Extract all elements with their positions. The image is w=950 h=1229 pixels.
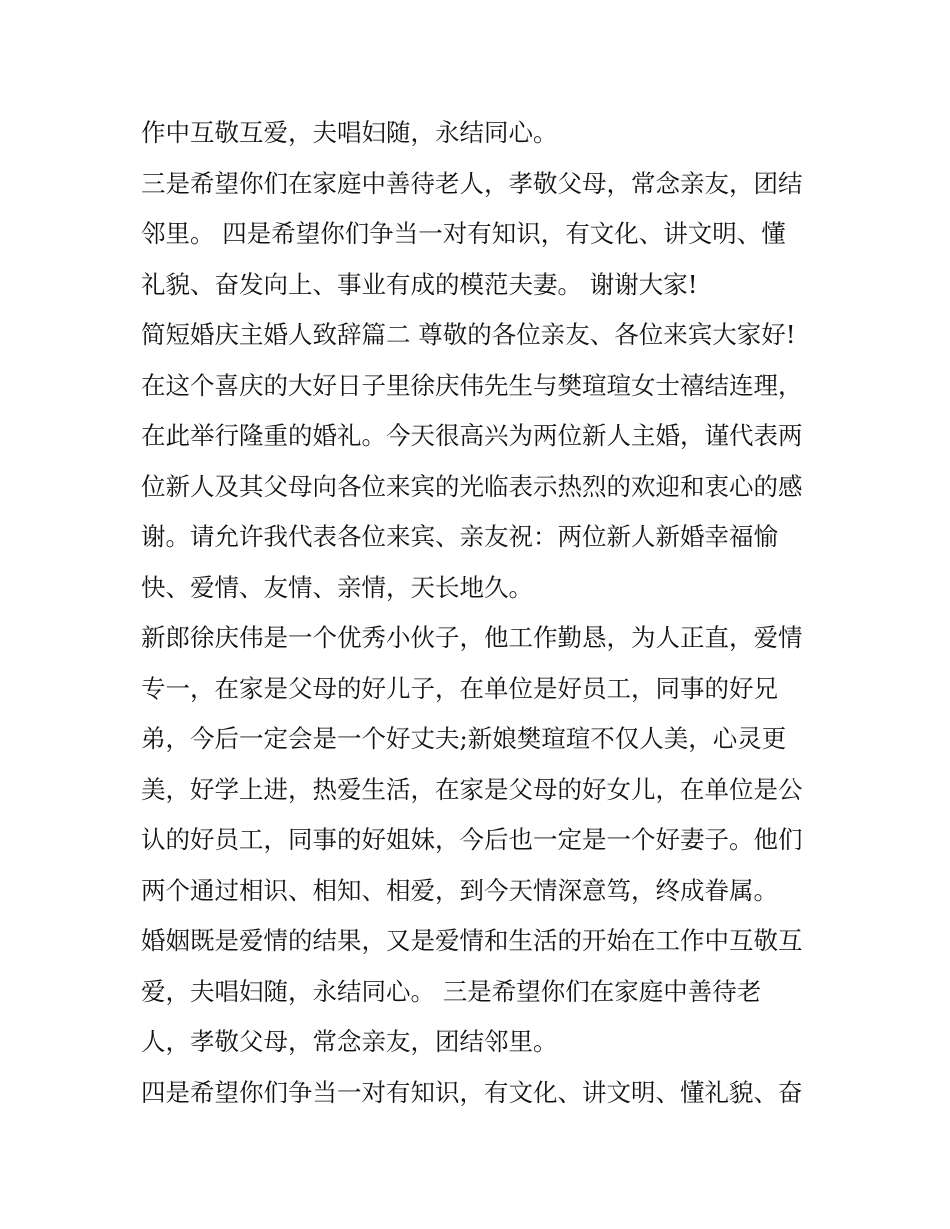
text-line-11: 新郎徐庆伟是一个优秀小伙子，他工作勤恳，为人正直，爱情 (141, 623, 803, 652)
text-line-7: 在此举行隆重的婚礼。今天很高兴为两位新人主婚，谨代表两 (141, 421, 803, 450)
text-line-10: 快、爱情、友情、亲情，天长地久。 (141, 572, 533, 602)
text-line-9: 谢。请允许我代表各位来宾、亲友祝：两位新人新婚幸福愉 (141, 522, 778, 551)
text-line-17: 婚姻既是爱情的结果，又是爱情和生活的开始在工作中互敬互 (141, 926, 803, 955)
text-line-15: 认的好员工，同事的好姐妹，今后也一定是一个好妻子。他们 (141, 825, 803, 854)
text-line-2: 三是希望你们在家庭中善待老人，孝敬父母，常念亲友，团结 (141, 168, 803, 198)
text-line-6: 在这个喜庆的大好日子里徐庆伟先生与樊瑄瑄女士禧结连理， (141, 370, 803, 400)
text-line-5: 简短婚庆主婚人致辞篇二 尊敬的各位亲友、各位来宾大家好! (141, 320, 796, 349)
text-line-8: 位新人及其父母向各位来宾的光临表示热烈的欢迎和衷心的感 (141, 471, 803, 501)
text-line-20: 四是希望你们争当一对有知识，有文化、讲文明、懂礼貌、奋 (141, 1077, 803, 1107)
text-line-1: 作中互敬互爱，夫唱妇随，永结同心。 (141, 118, 558, 147)
text-line-16: 两个通过相识、相知、相爱，到今天情深意笃，终成眷属。 (141, 875, 778, 905)
text-line-14: 美，好学上进，热爱生活，在家是父母的好女儿，在单位是公 (141, 774, 803, 804)
text-line-19: 人，孝敬父母，常念亲友，团结邻里。 (141, 1027, 558, 1056)
text-line-3: 邻里。 四是希望你们争当一对有知识，有文化、讲文明、懂 (141, 219, 786, 248)
text-line-4: 礼貌、奋发向上、事业有成的模范夫妻。 谢谢大家! (141, 269, 698, 299)
text-line-12: 专一，在家是父母的好儿子，在单位是好员工，同事的好兄 (141, 673, 778, 703)
text-line-13: 弟，今后一定会是一个好丈夫;新娘樊瑄瑄不仅人美，心灵更 (141, 724, 787, 753)
document-body (141, 108, 831, 1118)
text-line-18: 爱，夫唱妇随，永结同心。 三是希望你们在家庭中善待老 (141, 976, 762, 1006)
